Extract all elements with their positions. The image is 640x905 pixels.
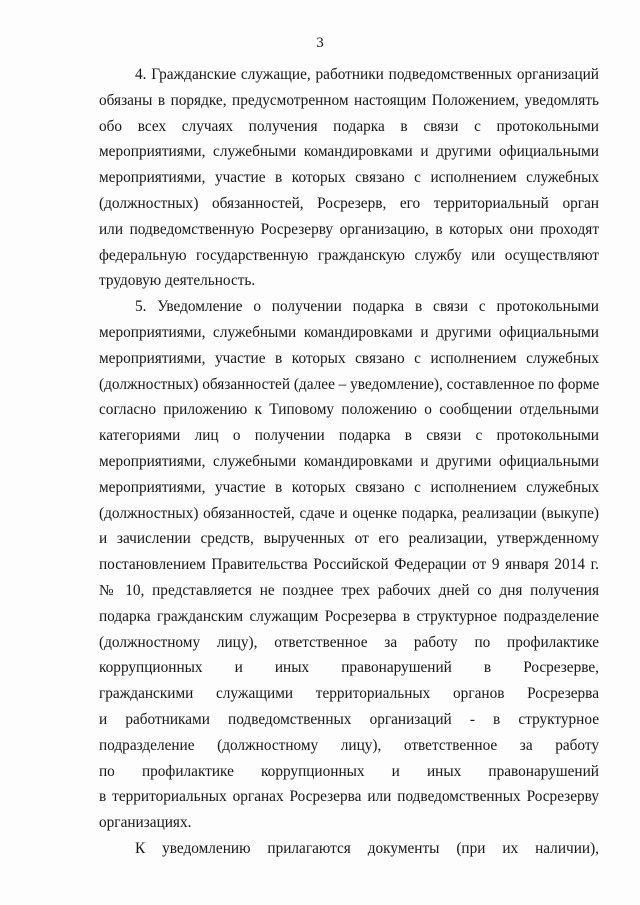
text-line: коррупционных и иных правонарушений в Росрезерве,	[99, 659, 599, 677]
text-line: 4. Гражданские служащие, работники подведомственных организаций	[135, 66, 599, 83]
text-line: (должностных) обязанностей, сдаче и оценке подарка, реализации (выкупе)	[99, 504, 599, 522]
text-line: трудовую деятельность.	[99, 272, 256, 290]
text-line: мероприятиями, участие в которых связано с исполнением служебных	[99, 349, 599, 367]
text-line: по профилактике коррупционных и иных правонарушений	[99, 762, 599, 780]
text-line: № 10, представляется не позднее трех рабочих дней со дня получения	[99, 581, 599, 599]
text-line: мероприятиями, служебными командировками и другими официальными	[99, 323, 599, 341]
text-line: К уведомлению прилагаются документы (при их наличии),	[135, 839, 599, 857]
text-line: или подведомственную Росрезерву организацию, в которых они проходят	[99, 220, 599, 238]
text-line: обязаны в порядке, предусмотренном настоящим Положением, уведомлять	[99, 91, 599, 109]
document-body	[99, 62, 599, 862]
text-line: мероприятиями, участие в которых связано с исполнением служебных	[99, 478, 599, 496]
text-line: постановлением Правительства Российской Федерации от 9 января 2014 г.	[99, 556, 599, 574]
text-line: подарка гражданским служащим Росрезерва в структурное подразделение	[99, 607, 599, 625]
text-line: (должностных) обязанностей (далее – уведомление), составленное по форме	[99, 375, 600, 393]
text-line: мероприятиями, служебными командировками и другими официальными	[99, 452, 599, 470]
page-number: 3	[316, 35, 324, 51]
text-line: (должностных) обязанностей, Росрезерв, его территориальный орган	[99, 194, 599, 212]
text-line: категориями лиц о получении подарка в связи с протокольными	[99, 427, 599, 445]
text-line: и работниками подведомственных организаций - в структурное	[99, 710, 599, 728]
text-line: организациях.	[99, 814, 192, 832]
text-line: мероприятиями, участие в которых связано с исполнением служебных	[99, 169, 599, 187]
text-line: согласно приложению к Типовому положению о сообщении отдельными	[99, 401, 599, 419]
text-line: в территориальных органах Росрезерва или подведомственных Росрезерву	[99, 788, 599, 806]
text-line: 5. Уведомление о получении подарка в связи с протокольными	[135, 298, 599, 316]
paragraph-4	[99, 62, 599, 294]
text-line: обо всех случаях получения подарка в связи с протокольными	[99, 117, 599, 135]
text-line: гражданскими служащими территориальных органов Росрезерва	[99, 685, 599, 703]
text-line: (должностному лицу), ответственное за работу по профилактике	[99, 633, 599, 651]
text-line: федеральную государственную гражданскую службу или осуществляют	[99, 246, 599, 264]
paragraph-5	[99, 294, 599, 836]
text-line: мероприятиями, служебными командировками и другими официальными	[99, 143, 599, 161]
paragraph-6	[99, 836, 599, 862]
text-line: подразделение (должностному лицу), ответственное за работу	[99, 736, 599, 754]
text-line: и зачислении средств, вырученных от его реализации, утвержденному	[99, 530, 599, 548]
